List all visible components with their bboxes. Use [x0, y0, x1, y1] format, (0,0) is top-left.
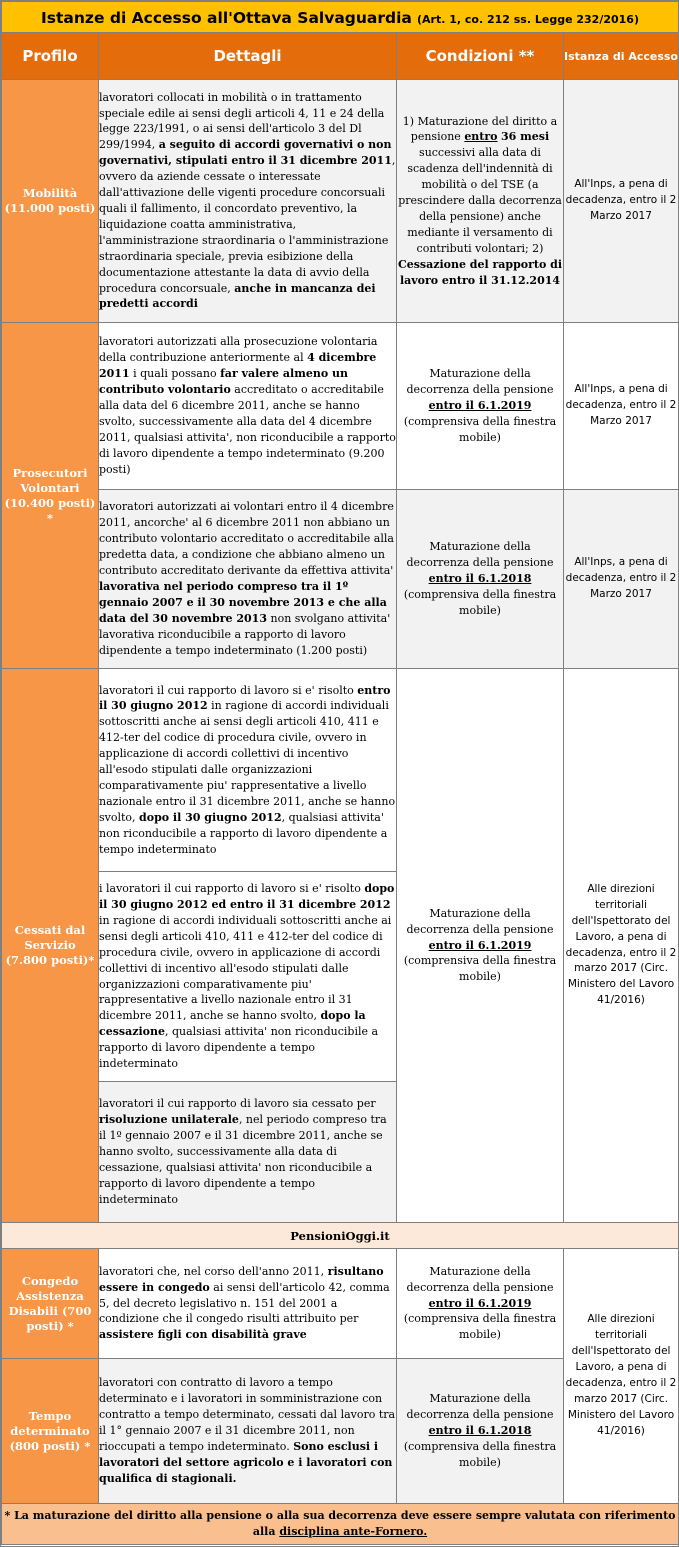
profile-congedo: Congedo Assistenza Disabili (700 posti) * [2, 1249, 99, 1359]
conditions-congedo: Maturazione della decorrenza della pensione entro il 6.1.2019 (comprensiva della finestra mobile) [397, 1249, 564, 1359]
details-cessati-3: lavoratori il cui rapporto di lavoro sia cessato per risoluzione unilaterale, nel periodo compreso tra il 1º gennaio 2007 e il 31 dicembre 2011, anche se hanno svolto, successivamente alla data di cessazione, qualsiasi attivita' non riconducibile a rapporto di lavoro dipendente a tempo indeterminato [99, 1082, 397, 1223]
header-profilo: Profilo [2, 33, 99, 80]
emphasis-text: lavorativa nel periodo compreso tra il 1º gennaio 2007 e il 30 novembre 2013 e che alla data del 30 novembre 2013 [99, 580, 387, 625]
table-title [2, 2, 679, 33]
details-congedo: lavoratori che, nel corso dell'anno 2011, risultano essere in congedo ai sensi dell'articolo 42, comma 5, del decreto legislativo n. 151 del 2001 a condizione che il congedo risulti attribuito per assistere figli con disabilità grave [99, 1249, 397, 1359]
emphasis-text: assistere figli con disabilità grave [99, 1328, 307, 1342]
header-istanza: Istanza di Accesso [564, 33, 679, 80]
emphasis-text: entro il 6.1.2019 [428, 399, 532, 413]
details-cessati-1: lavoratori il cui rapporto di lavoro si e' risolto entro il 30 giugno 2012 in ragione di accordi individuali sottoscritti anche ai sensi degli articoli 410, 411 e 412-ter del codice di procedura civile, ovvero in applicazione di accordi collettivi di incentivo all'esodo stipulati dalle organizzazioni comparativamente piu' rappresentative a livello nazionale entro il 31 dicembre 2011, anche se hanno svolto, dopo il 30 giugno 2012, qualsiasi attivita' non riconducibile a rapporto di lavoro dipendente a tempo indeterminato [99, 669, 397, 872]
istanza-prosecutori-1: All'Inps, a pena di decadenza, entro il 2 Marzo 2017 [564, 323, 679, 490]
emphasis-text: dopo la cessazione [99, 1009, 366, 1039]
footer-link-text: disciplina ante-Fornero. [279, 1525, 428, 1538]
emphasis-text: entro il 6.1.2018 [428, 572, 532, 586]
emphasis-text: 4 dicembre 2011 [99, 351, 377, 381]
emphasis-text: risultano essere in congedo [99, 1264, 384, 1294]
emphasis-text: entro il 6.1.2019 [428, 938, 532, 952]
header-dettagli: Dettagli [99, 33, 397, 80]
profile-cessati: Cessati dal Servizio (7.800 posti)* [2, 669, 99, 1223]
emphasis-text: Cessazione del rapporto di lavoro entro il 31.12.2014 [397, 257, 563, 287]
brand-banner: PensioniOggi.it [2, 1223, 679, 1249]
conditions-cessati: Maturazione della decorrenza della pensione entro il 6.1.2019 (comprensiva della finestra mobile) [397, 669, 564, 1223]
details-prosecutori-2: lavoratori autorizzati ai volontari entro il 4 dicembre 2011, ancorche' al 6 dicembre 2011 non abbiano un contributo volontario accreditato o accreditabile alla predetta data, a condizione che abbiano almeno un contributo accreditato derivante da effettiva attivita' lavorativa nel periodo compreso tra il 1º gennaio 2007 e il 30 novembre 2013 e che alla data del 30 novembre 2013 non svolgano attivita' lavorativa riconducibile a rapporto di lavoro dipendente a tempo indeterminato (1.200 posti) [99, 490, 397, 669]
header-condizioni: Condizioni ** [397, 33, 564, 80]
details-prosecutori-1: lavoratori autorizzati alla prosecuzione volontaria della contribuzione anteriormente al 4 dicembre 2011 i quali possano far valere almeno un contributo volontario accreditato o accreditabile alla data del 6 dicembre 2011, anche se hanno svolto, successivamente alla data del 4 dicembre 2011, qualsiasi attivita', non riconducibile a rapporto di lavoro dipendente a tempo indeterminato (9.200 posti) [99, 323, 397, 490]
profile-tempo: Tempo determinato (800 posti) * [2, 1359, 99, 1504]
istanza-cessati: Alle direzioni territoriali dell'Ispettorato del Lavoro, a pena di decadenza, entro il 2 marzo 2017 (Circ. Ministero del Lavoro 41/2016) [564, 669, 679, 1223]
emphasis-text: risoluzione unilaterale [99, 1113, 239, 1127]
emphasis-text: entro il 6.1.2019 [428, 1296, 532, 1310]
profile-mobilita: Mobilità (11.000 posti) [2, 80, 99, 323]
emphasis-text: dopo il 30 giugno 2012 [139, 810, 282, 824]
emphasis-text: entro il 30 giugno 2012 [99, 683, 391, 713]
details-tempo: lavoratori con contratto di lavoro a tempo determinato e i lavoratori in somministrazione con contratto a tempo determinato, cessati dal lavoro tra il 1° gennaio 2007 e il 31 dicembre 2011, non rioccupati a tempo indeterminato. Sono esclusi i lavoratori del settore agricolo e i lavoratori con qualifica di stagionali. [99, 1359, 397, 1504]
istanza-congedo-tempo: Alle direzioni territoriali dell'Ispettorato del Lavoro, a pena di decadenza, entro il 2 marzo 2017 (Circ. Ministero del Lavoro 41/2016) [564, 1249, 679, 1504]
emphasis-text: a seguito di accordi governativi o non governativi, stipulati entro il 31 dicembre 2011 [99, 138, 392, 168]
details-mobilita: lavoratori collocati in mobilità o in trattamento speciale edile ai sensi degli articoli 4, 11 e 24 della legge 223/1991, o ai sensi dell'articolo 3 del Dl 299/1994, a seguito di accordi governativi o non governativi, stipulati entro il 31 dicembre 2011, ovvero da aziende cessate o interessate dall'attivazione delle vigenti procedure concorsuali quali il fallimento, il concordato preventivo, la liquidazione coatta amministrativa, l'amministrazione straordinaria o l'amministrazione straordinaria speciale, previa esibizione della documentazione attestante la data di avvio della procedura concorsuale, anche in mancanza dei predetti accordi [99, 80, 397, 323]
istanza-mobilita: All'Inps, a pena di decadenza, entro il 2 Marzo 2017 [564, 80, 679, 323]
emphasis-text: entro [464, 130, 498, 144]
emphasis-text: far valere almeno un contributo volontario [99, 367, 348, 397]
conditions-tempo: Maturazione della decorrenza della pensione entro il 6.1.2018 (comprensiva della finestra mobile) [397, 1359, 564, 1504]
istanza-prosecutori-2: All'Inps, a pena di decadenza, entro il 2 Marzo 2017 [564, 490, 679, 669]
details-cessati-2: i lavoratori il cui rapporto di lavoro si e' risolto dopo il 30 giugno 2012 ed entro il 31 dicembre 2012 in ragione di accordi individuali sottoscritti anche ai sensi degli articoli 410, 411 e 412-ter del codice di procedura civile, ovvero in applicazione di accordi collettivi di incentivo all'esodo stipulati dalle organizzazioni comparativamente piu' rappresentative a livello nazionale entro il 31 dicembre 2011, anche se hanno svolto, dopo la cessazione, qualsiasi attivita' non riconducibile a rapporto di lavoro dipendente a tempo indeterminato [99, 872, 397, 1082]
conditions-prosecutori-2: Maturazione della decorrenza della pensione entro il 6.1.2018 (comprensiva della finestra mobile) [397, 490, 564, 669]
emphasis-text: entro il 6.1.2018 [428, 1424, 532, 1438]
footer-note: * La maturazione del diritto alla pensione o alla sua decorrenza deve essere sempre valutata con riferimento alla [4, 1509, 676, 1538]
title-reference: (Art. 1, co. 212 ss. Legge 232/2016) [416, 12, 639, 26]
emphasis-text: Sono esclusi i lavoratori del settore agricolo e i lavoratori con qualifica di stagionali. [99, 1439, 393, 1485]
emphasis-text: dopo il 30 giugno 2012 ed entro il 31 dicembre 2012 [99, 882, 395, 911]
title-main: Istanze di Accesso all'Ottava Salvaguardia [41, 8, 412, 27]
profile-prosecutori: Prosecutori Volontari (10.400 posti) * [2, 323, 99, 669]
footer-note-cell [2, 1504, 679, 1545]
emphasis-text: anche in mancanza dei predetti accordi [99, 281, 376, 311]
emphasis-text: 36 mesi [501, 130, 550, 144]
conditions-prosecutori-1: Maturazione della decorrenza della pensione entro il 6.1.2019 (comprensiva della finestra mobile) [397, 323, 564, 490]
salvaguardia-table [1, 1, 679, 1545]
conditions-mobilita: 1) Maturazione del diritto a pensione entro 36 mesi successivi alla data di scadenza dell'indennità di mobilità o del TSE (a prescindere dalla decorrenza della pensione) anche mediante il versamento di contributi volontari; 2) Cessazione del rapporto di lavoro entro il 31.12.2014 [397, 80, 564, 323]
